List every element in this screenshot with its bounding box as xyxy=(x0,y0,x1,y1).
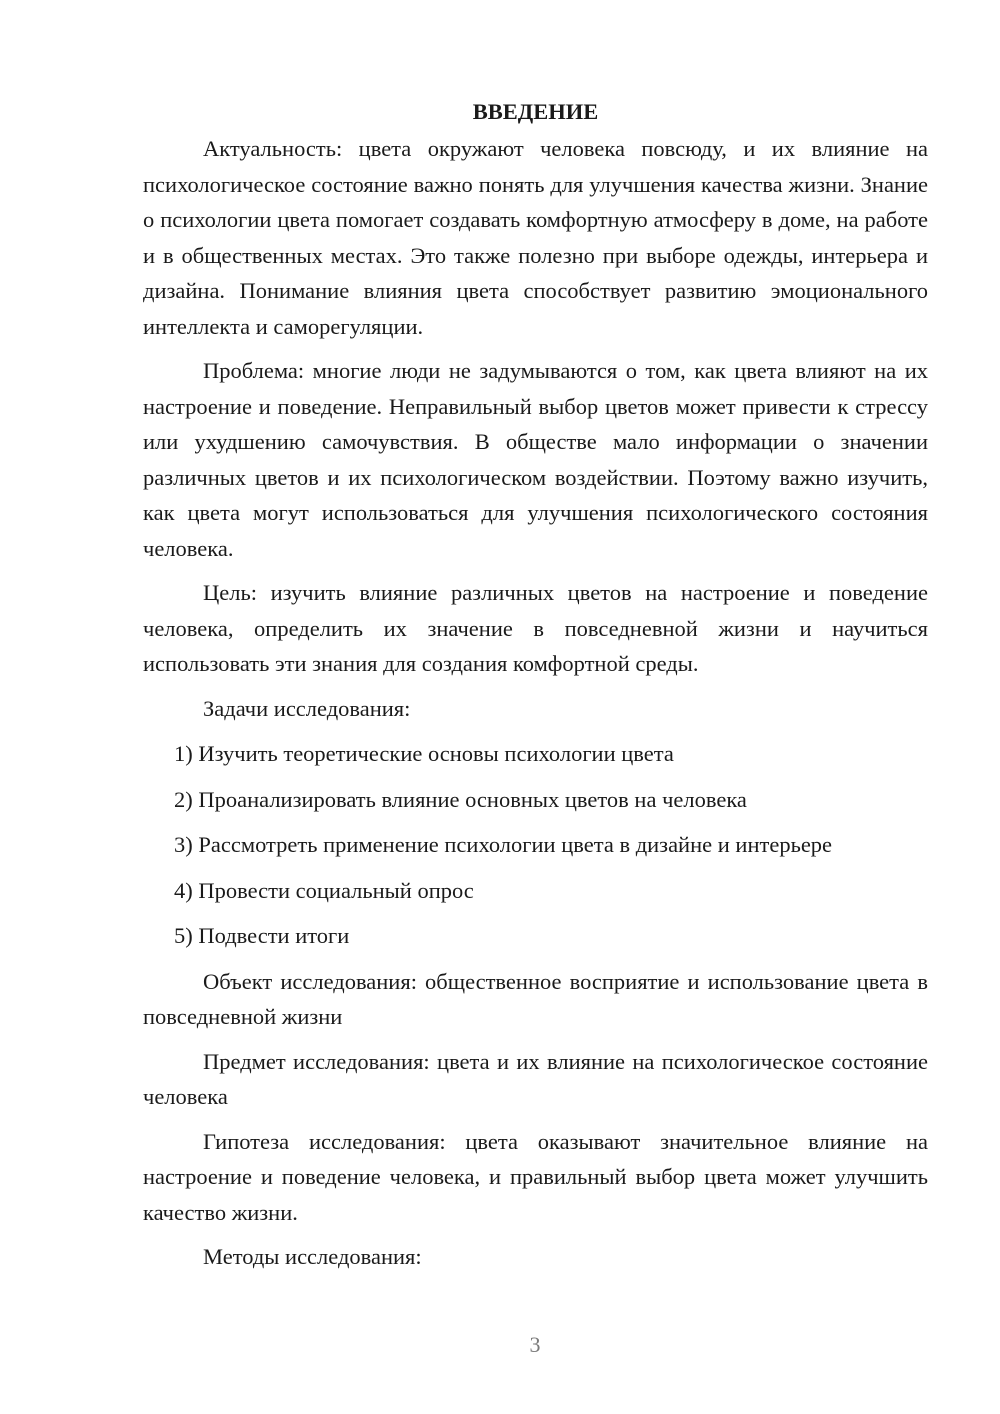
page-number: 3 xyxy=(529,1332,541,1357)
list-item: 2) Проанализировать влияние основных цветов на человека xyxy=(174,786,747,812)
relevance-paragraph: Актуальность: цвета окружают человека повсюду, и их влияние на психологическое состояние важно понять для улучшения качества жизни. Знание о психологии цвета помогает создавать комфортную атмосферу в доме, на работе и в общественных местах. Это также полезно при выборе одежды, интерьера и дизайна. Понимание влияния цвета способствует развитию эмоционального интеллекта и саморегуляции. xyxy=(143,136,928,339)
hypothesis-paragraph: Гипотеза исследования: цвета оказывают значительное влияние на настроение и поведение человека, и правильный выбор цвета может улучшить качество жизни. xyxy=(143,1128,928,1225)
list-item: 5) Подвести итоги xyxy=(174,923,350,948)
goal-paragraph: Цель: изучить влияние различных цветов на настроение и поведение человека, определить их значение в повседневной жизни и научиться использовать эти знания для создания комфортной среды. xyxy=(143,580,928,676)
tasks-heading: Задачи исследования: xyxy=(203,695,411,721)
object-paragraph: Объект исследования: общественное восприятие и использование цвета в повседневной жизни xyxy=(143,968,928,1029)
list-item: 3) Рассмотреть применение психологии цвета в дизайне и интерьере xyxy=(174,832,833,857)
list-item: 4) Провести социальный опрос xyxy=(174,877,474,903)
list-item: 1) Изучить теоретические основы психологии цвета xyxy=(174,741,674,766)
methods-heading: Методы исследования: xyxy=(203,1244,422,1269)
problem-paragraph: Проблема: многие люди не задумываются о том, как цвета влияют на их настроение и поведение. Неправильный выбор цветов может привести к стрессу или ухудшению самочувствия. В обществе мало информации о значении различных цветов и их психологическом воздействии. Поэтому важно изучить, как цвета могут использоваться для улучшения психологического состояния человека. xyxy=(143,358,928,561)
page-content xyxy=(143,94,928,1285)
section-title: ВВЕДЕНИЕ xyxy=(472,99,599,124)
subject-paragraph: Предмет исследования: цвета и их влияние на психологическое состояние человека xyxy=(143,1048,928,1109)
tasks-list xyxy=(143,736,928,954)
